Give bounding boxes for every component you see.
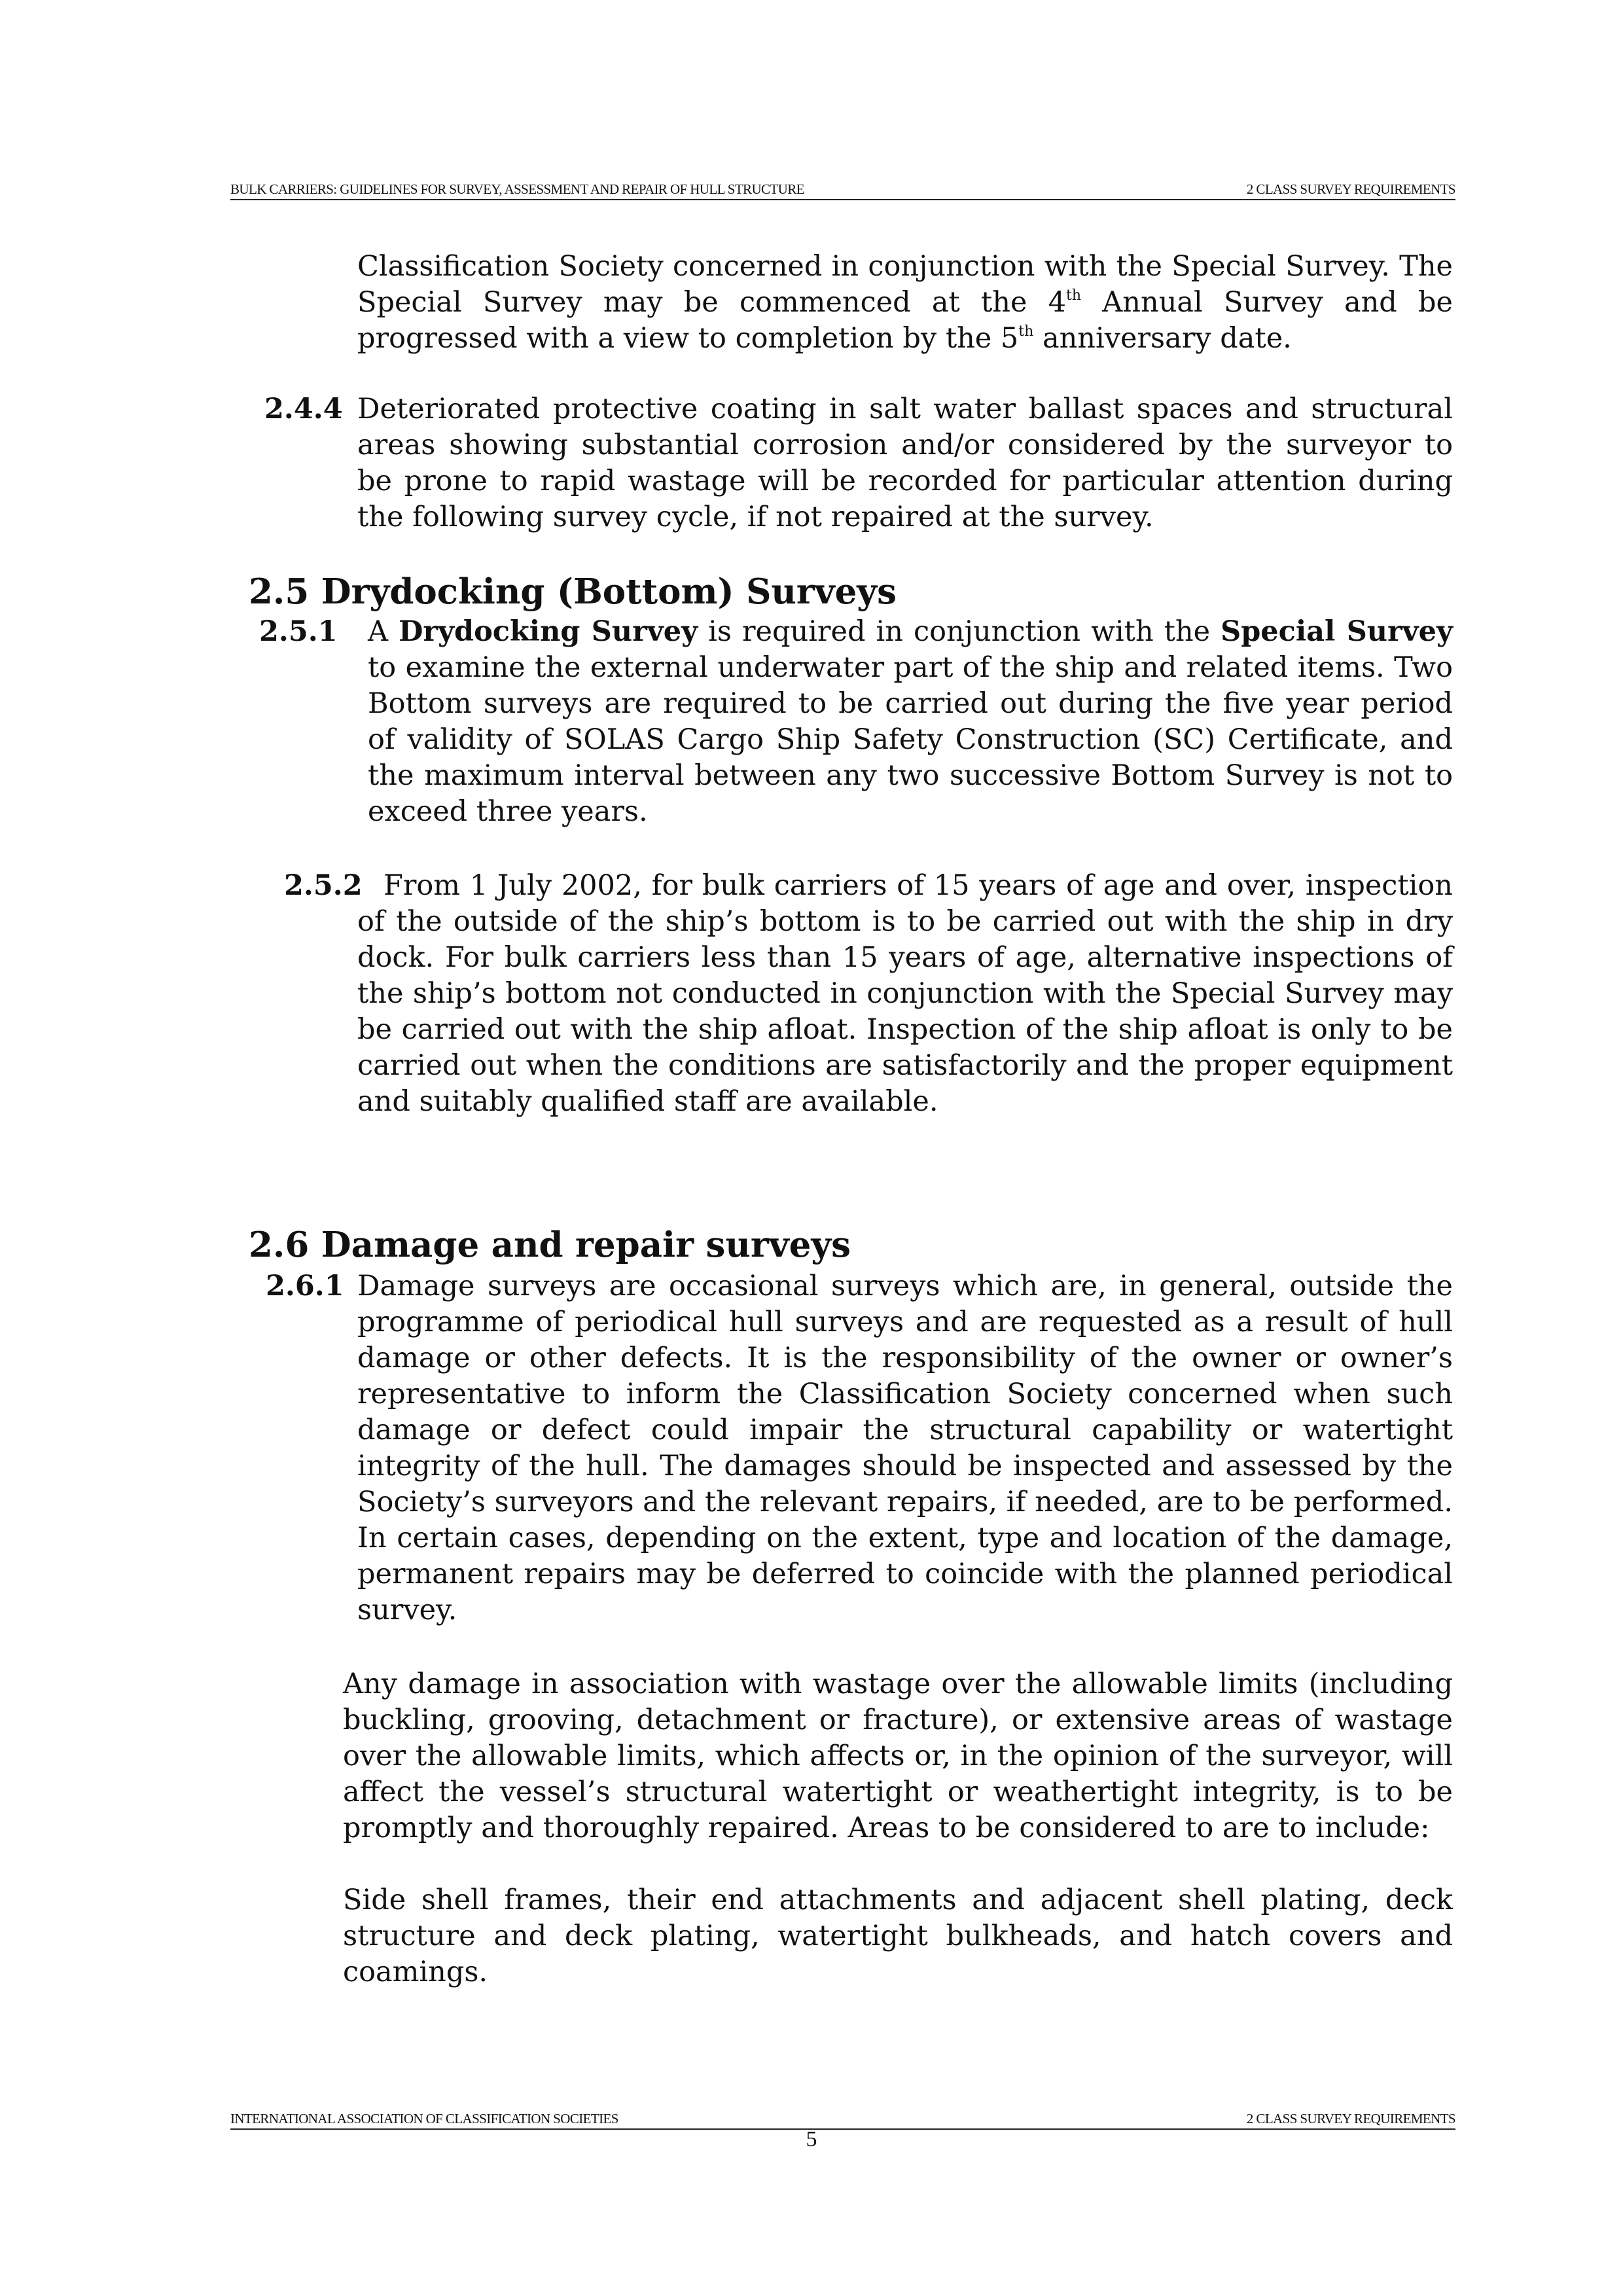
header-document-title: BULK CARRIERS: GUIDELINES FOR SURVEY, ASSESSMENT AND REPAIR OF HULL STRUCTURE	[230, 181, 804, 197]
section-2-6-1-paragraph-2: Any damage in association with wastage over the allowable limits (including buckling, grooving, detachment or fracture), or extensive areas of wastage over the allowable limits, which affects or, in the opinion of the surveyor, will affect the vessel’s structural watertight or weathertight integrity, is to be promptly and thoroughly repaired. Areas to be considered to are to include:	[343, 1668, 1453, 1844]
section-2-4-3-continuation: Classification Society concerned in conjunction with the Special Survey. The Special Survey may be commenced at the 4th Annual Survey and be progressed with a view to completion by the 5th anniversary date.	[357, 250, 1453, 355]
section-2-5-heading: 2.5 Drydocking (Bottom) Surveys	[249, 571, 897, 612]
header-section-title: 2 CLASS SURVEY REQUIREMENTS	[1246, 181, 1455, 197]
section-2-5-2-number: 2.5.2	[284, 869, 363, 902]
section-2-6-heading: 2.6 Damage and repair surveys	[249, 1225, 851, 1265]
page-number: 5	[806, 2127, 817, 2151]
section-2-6-1-text: Damage surveys are occasional surveys which are, in general, outside the programme of periodical hull surveys and are requested as a result of hull damage or other defects. It is the responsibility of the owner or owner’s representative to inform the Classification Society concerned when such damage or defect could impair the structural capability or watertight integrity of the hull. The damages should be inspected and assessed by the Society’s surveyors and the relevant repairs, if needed, are to be performed. In certain cases, depending on the extent, type and location of the damage, permanent repairs may be deferred to coincide with the planned periodical survey.	[357, 1270, 1453, 1626]
section-2-4-4-number: 2.4.4	[264, 393, 343, 425]
section-2-6-1-number: 2.6.1	[266, 1270, 344, 1302]
section-2-5-1-text: A Drydocking Survey is required in conjunction with the Special Survey to examine the external underwater part of the ship and related items. Two Bottom surveys are required to be carried out during the five year period of validity of SOLAS Cargo Ship Safety Construction (SC) Certificate, and the maximum interval between any two successive Bottom Survey is not to exceed three years.	[368, 615, 1453, 828]
footer-organization: INTERNATIONAL ASSOCIATION OF CLASSIFICATION SOCIETIES	[230, 2111, 618, 2126]
section-2-6-1-paragraph-3: Side shell frames, their end attachments and adjacent shell plating, deck structure and deck plating, watertight bulkheads, and hatch covers and coamings.	[343, 1884, 1453, 1988]
section-2-4-4-text: Deteriorated protective coating in salt water ballast spaces and structural areas showing substantial corrosion and/or considered by the surveyor to be prone to rapid wastage will be recorded for particular attention during the following survey cycle, if not repaired at the survey.	[357, 393, 1453, 533]
running-footer	[230, 2106, 1455, 2130]
footer-section-title: 2 CLASS SURVEY REQUIREMENTS	[1246, 2111, 1455, 2126]
section-2-5-2-text: From 1 July 2002, for bulk carriers of 15 years of age and over, inspection of the outside of the ship’s bottom is to be carried out with the ship in dry dock. For bulk carriers less than 15 years of age, alternative inspections of the ship’s bottom not conducted in conjunction with the Special Survey may be carried out with the ship afloat. Inspection of the ship afloat is only to be carried out when the conditions are satisfactorily and the proper equipment and suitably qualified staff are available.	[357, 869, 1453, 1118]
running-header	[230, 177, 1455, 200]
section-2-5-1-number: 2.5.1	[259, 615, 338, 648]
